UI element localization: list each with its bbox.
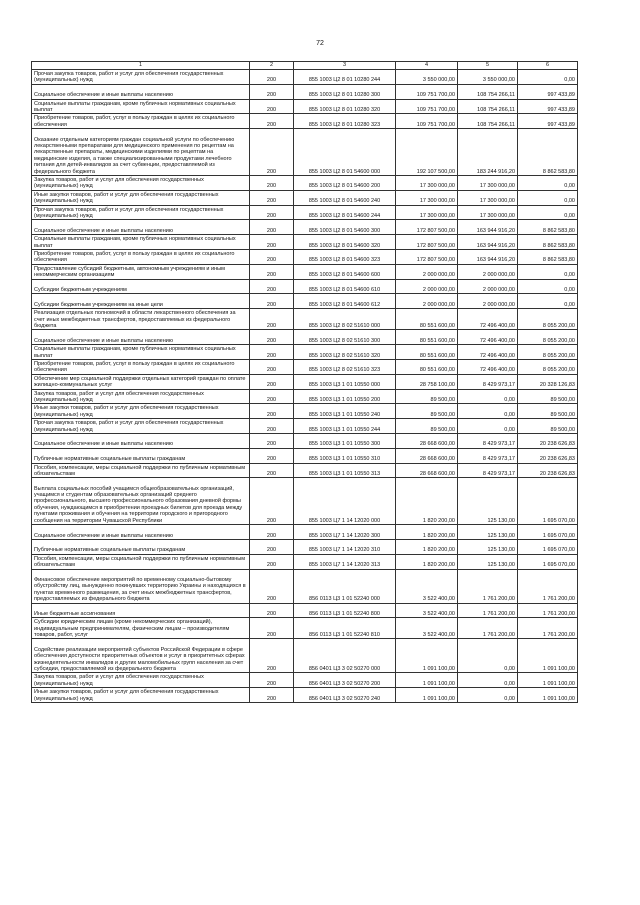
row-rest-cell: 1 091 100,00 bbox=[518, 673, 578, 688]
row-plan-cell: 172 807 500,00 bbox=[396, 235, 458, 250]
row-plan-cell: 28 668 600,00 bbox=[396, 463, 458, 478]
row-plan-cell: 3 522 400,00 bbox=[396, 618, 458, 639]
row-name-cell: Предоставление субсидий бюджетным, автономным учреждениям и иным некоммерческим организациям bbox=[32, 264, 250, 279]
row-rest-cell: 0,00 bbox=[518, 264, 578, 279]
row-rest-cell: 1 761 200,00 bbox=[518, 569, 578, 603]
table-row bbox=[32, 673, 578, 688]
row-name-cell: Закупка товаров, работ и услуг для обеспечения государственных (муниципальных) нужд bbox=[32, 389, 250, 404]
row-fact-cell: 17 300 000,00 bbox=[458, 190, 518, 205]
row-code-cell: 200 bbox=[250, 190, 294, 205]
row-code-cell: 200 bbox=[250, 404, 294, 419]
row-plan-cell: 1 091 100,00 bbox=[396, 673, 458, 688]
row-code-cell: 200 bbox=[250, 205, 294, 220]
row-kbk-cell: 855 1003 Ц3 1 01 10550 000 bbox=[294, 374, 396, 389]
row-fact-cell: 72 496 400,00 bbox=[458, 309, 518, 330]
table-row bbox=[32, 114, 578, 129]
row-fact-cell: 125 130,00 bbox=[458, 478, 518, 525]
row-name-cell: Оказание отдельным категориям граждан социальной услуги по обеспечению лекарственными препаратами для медицинского применения по рецептам на лекарственные препараты, медицинскими изделиями по рецептам на медицинские изделия, а также специализированными продуктами лечебного питания для детей-инвалидов за счет субвенции, предоставляемой из федерального бюджета bbox=[32, 129, 250, 176]
row-plan-cell: 80 551 600,00 bbox=[396, 359, 458, 374]
row-plan-cell: 89 500,00 bbox=[396, 389, 458, 404]
row-name-cell: Социальное обеспечение и иные выплаты населению bbox=[32, 220, 250, 235]
row-rest-cell: 8 862 583,80 bbox=[518, 249, 578, 264]
row-fact-cell: 0,00 bbox=[458, 639, 518, 673]
row-name-cell: Приобретение товаров, работ, услуг в пользу граждан в целях их социального обеспечения bbox=[32, 359, 250, 374]
row-kbk-cell: 855 1003 Ц2 8 01 54600 244 bbox=[294, 205, 396, 220]
row-rest-cell: 1 761 200,00 bbox=[518, 603, 578, 618]
row-code-cell: 200 bbox=[250, 345, 294, 360]
row-name-cell: Социальное обеспечение и иные выплаты населению bbox=[32, 84, 250, 99]
row-rest-cell: 20 238 626,83 bbox=[518, 463, 578, 478]
row-plan-cell: 89 500,00 bbox=[396, 404, 458, 419]
row-rest-cell: 0,00 bbox=[518, 205, 578, 220]
row-code-cell: 200 bbox=[250, 463, 294, 478]
row-kbk-cell: 855 1003 Ц2 8 01 10280 244 bbox=[294, 70, 396, 85]
table-row bbox=[32, 294, 578, 309]
row-fact-cell: 72 496 400,00 bbox=[458, 359, 518, 374]
row-kbk-cell: 855 1003 Ц3 1 01 10550 300 bbox=[294, 433, 396, 448]
table-row bbox=[32, 220, 578, 235]
table-row bbox=[32, 279, 578, 294]
table-row bbox=[32, 639, 578, 673]
row-name-cell: Пособия, компенсации, меры социальной поддержки по публичным нормативным обязательствам bbox=[32, 463, 250, 478]
row-plan-cell: 17 300 000,00 bbox=[396, 205, 458, 220]
row-kbk-cell: 855 1003 Ц7 1 14 12020 310 bbox=[294, 539, 396, 554]
row-code-cell: 200 bbox=[250, 639, 294, 673]
row-rest-cell: 997 433,89 bbox=[518, 84, 578, 99]
row-kbk-cell: 855 1003 Ц7 1 14 12020 000 bbox=[294, 478, 396, 525]
row-kbk-cell: 855 1003 Ц2 8 02 51610 323 bbox=[294, 359, 396, 374]
row-fact-cell: 125 130,00 bbox=[458, 539, 518, 554]
row-fact-cell: 125 130,00 bbox=[458, 554, 518, 569]
row-rest-cell: 8 862 583,80 bbox=[518, 220, 578, 235]
row-name-cell: Иные закупки товаров, работ и услуг для обеспечения государственных (муниципальных) нужд bbox=[32, 404, 250, 419]
row-fact-cell: 2 000 000,00 bbox=[458, 279, 518, 294]
row-plan-cell: 192 107 500,00 bbox=[396, 129, 458, 176]
row-name-cell: Приобретение товаров, работ, услуг в пользу граждан в целях их социального обеспечения bbox=[32, 114, 250, 129]
row-name-cell: Обеспечение мер социальной поддержки отдельных категорий граждан по оплате жилищно-коммунальных услуг bbox=[32, 374, 250, 389]
row-code-cell: 200 bbox=[250, 433, 294, 448]
row-fact-cell: 0,00 bbox=[458, 673, 518, 688]
row-plan-cell: 1 820 200,00 bbox=[396, 539, 458, 554]
row-kbk-cell: 856 0401 Ц3 3 02 50270 240 bbox=[294, 688, 396, 703]
row-code-cell: 200 bbox=[250, 554, 294, 569]
table-row bbox=[32, 235, 578, 250]
row-rest-cell: 997 433,89 bbox=[518, 99, 578, 114]
row-name-cell: Пособия, компенсации, меры социальной поддержки по публичным нормативным обязательствам bbox=[32, 554, 250, 569]
row-plan-cell: 2 000 000,00 bbox=[396, 294, 458, 309]
row-code-cell: 200 bbox=[250, 569, 294, 603]
row-fact-cell: 0,00 bbox=[458, 688, 518, 703]
row-code-cell: 200 bbox=[250, 129, 294, 176]
table-row bbox=[32, 539, 578, 554]
row-plan-cell: 89 500,00 bbox=[396, 419, 458, 434]
row-rest-cell: 8 055 200,00 bbox=[518, 330, 578, 345]
table-row bbox=[32, 618, 578, 639]
row-plan-cell: 80 551 600,00 bbox=[396, 309, 458, 330]
row-rest-cell: 0,00 bbox=[518, 279, 578, 294]
row-rest-cell: 1 695 070,00 bbox=[518, 539, 578, 554]
row-rest-cell: 8 862 583,80 bbox=[518, 235, 578, 250]
row-name-cell: Публичные нормативные социальные выплаты гражданам bbox=[32, 448, 250, 463]
row-name-cell: Социальное обеспечение и иные выплаты населению bbox=[32, 330, 250, 345]
row-code-cell: 200 bbox=[250, 539, 294, 554]
row-kbk-cell: 855 1003 Ц2 8 01 54600 300 bbox=[294, 220, 396, 235]
row-kbk-cell: 855 1003 Ц3 1 01 10550 310 bbox=[294, 448, 396, 463]
table-row bbox=[32, 99, 578, 114]
table-row bbox=[32, 603, 578, 618]
row-fact-cell: 108 754 266,11 bbox=[458, 99, 518, 114]
row-rest-cell: 0,00 bbox=[518, 294, 578, 309]
row-rest-cell: 1 695 070,00 bbox=[518, 525, 578, 540]
row-kbk-cell: 855 1003 Ц2 8 01 54600 200 bbox=[294, 175, 396, 190]
row-rest-cell: 1 761 200,00 bbox=[518, 618, 578, 639]
row-rest-cell: 997 433,89 bbox=[518, 114, 578, 129]
row-plan-cell: 28 758 100,00 bbox=[396, 374, 458, 389]
row-code-cell: 200 bbox=[250, 114, 294, 129]
row-plan-cell: 17 300 000,00 bbox=[396, 175, 458, 190]
row-code-cell: 200 bbox=[250, 478, 294, 525]
row-name-cell: Публичные нормативные социальные выплаты гражданам bbox=[32, 539, 250, 554]
row-name-cell: Субсидии бюджетным учреждениям bbox=[32, 279, 250, 294]
table-body bbox=[32, 70, 578, 703]
row-fact-cell: 163 944 916,20 bbox=[458, 220, 518, 235]
row-fact-cell: 0,00 bbox=[458, 389, 518, 404]
row-code-cell: 200 bbox=[250, 448, 294, 463]
row-code-cell: 200 bbox=[250, 220, 294, 235]
row-name-cell: Закупка товаров, работ и услуг для обеспечения государственных (муниципальных) нужд bbox=[32, 673, 250, 688]
row-kbk-cell: 855 1003 Ц7 1 14 12020 300 bbox=[294, 525, 396, 540]
row-kbk-cell: 855 1003 Ц2 8 01 10280 320 bbox=[294, 99, 396, 114]
row-rest-cell: 1 091 100,00 bbox=[518, 639, 578, 673]
row-fact-cell: 72 496 400,00 bbox=[458, 345, 518, 360]
table-row bbox=[32, 70, 578, 85]
table-row bbox=[32, 330, 578, 345]
row-plan-cell: 2 000 000,00 bbox=[396, 264, 458, 279]
row-rest-cell: 20 328 126,83 bbox=[518, 374, 578, 389]
column-header: 3 bbox=[294, 62, 396, 70]
row-kbk-cell: 856 0401 Ц3 3 02 50270 000 bbox=[294, 639, 396, 673]
table-row bbox=[32, 433, 578, 448]
row-fact-cell: 2 000 000,00 bbox=[458, 264, 518, 279]
row-fact-cell: 72 496 400,00 bbox=[458, 330, 518, 345]
row-kbk-cell: 855 1003 Ц2 8 02 51610 300 bbox=[294, 330, 396, 345]
table-row bbox=[32, 389, 578, 404]
row-rest-cell: 20 238 626,83 bbox=[518, 433, 578, 448]
table-row bbox=[32, 688, 578, 703]
table-row bbox=[32, 175, 578, 190]
table-row bbox=[32, 129, 578, 176]
row-rest-cell: 8 055 200,00 bbox=[518, 345, 578, 360]
row-plan-cell: 1 091 100,00 bbox=[396, 688, 458, 703]
row-code-cell: 200 bbox=[250, 264, 294, 279]
row-kbk-cell: 855 1003 Ц2 8 02 51610 000 bbox=[294, 309, 396, 330]
column-header: 5 bbox=[458, 62, 518, 70]
row-fact-cell: 183 244 916,20 bbox=[458, 129, 518, 176]
table-row bbox=[32, 404, 578, 419]
row-code-cell: 200 bbox=[250, 235, 294, 250]
row-plan-cell: 172 807 500,00 bbox=[396, 220, 458, 235]
row-plan-cell: 2 000 000,00 bbox=[396, 279, 458, 294]
row-name-cell: Закупка товаров, работ и услуг для обеспечения государственных (муниципальных) нужд bbox=[32, 175, 250, 190]
row-fact-cell: 17 300 000,00 bbox=[458, 205, 518, 220]
column-header: 6 bbox=[518, 62, 578, 70]
table-row bbox=[32, 448, 578, 463]
row-plan-cell: 28 668 600,00 bbox=[396, 448, 458, 463]
row-code-cell: 200 bbox=[250, 309, 294, 330]
row-rest-cell: 8 055 200,00 bbox=[518, 309, 578, 330]
page-number: 72 bbox=[316, 40, 324, 47]
row-rest-cell: 0,00 bbox=[518, 190, 578, 205]
row-code-cell: 200 bbox=[250, 419, 294, 434]
table-row bbox=[32, 478, 578, 525]
row-rest-cell: 1 695 070,00 bbox=[518, 554, 578, 569]
row-code-cell: 200 bbox=[250, 279, 294, 294]
row-fact-cell: 2 000 000,00 bbox=[458, 294, 518, 309]
row-kbk-cell: 855 1003 Ц2 8 01 54600 000 bbox=[294, 129, 396, 176]
table-row bbox=[32, 554, 578, 569]
row-name-cell: Иные закупки товаров, работ и услуг для обеспечения государственных (муниципальных) нужд bbox=[32, 190, 250, 205]
row-rest-cell: 89 500,00 bbox=[518, 389, 578, 404]
row-name-cell: Финансовое обеспечение мероприятий по временному социально-бытовому обустройству лиц, вынужденно покинувших территорию Украины и находящихся в пунктах временного размещения, за счет иных межбюджетных трансфертов, предоставляемых из федерального бюджета bbox=[32, 569, 250, 603]
row-plan-cell: 80 551 600,00 bbox=[396, 345, 458, 360]
column-header: 4 bbox=[396, 62, 458, 70]
row-rest-cell: 8 055 200,00 bbox=[518, 359, 578, 374]
row-kbk-cell: 855 1003 Ц2 8 01 54600 600 bbox=[294, 264, 396, 279]
row-plan-cell: 1 820 200,00 bbox=[396, 554, 458, 569]
table-row bbox=[32, 359, 578, 374]
row-rest-cell: 1 695 070,00 bbox=[518, 478, 578, 525]
table-row bbox=[32, 205, 578, 220]
row-code-cell: 200 bbox=[250, 70, 294, 85]
row-name-cell: Социальные выплаты гражданам, кроме публичных нормативных социальных выплат bbox=[32, 345, 250, 360]
row-name-cell: Иные бюджетные ассигнования bbox=[32, 603, 250, 618]
row-kbk-cell: 856 0113 Ц3 1 01 52240 000 bbox=[294, 569, 396, 603]
row-kbk-cell: 855 1003 Ц2 8 02 51610 320 bbox=[294, 345, 396, 360]
row-name-cell: Прочая закупка товаров, работ и услуг для обеспечения государственных (муниципальных) нужд bbox=[32, 419, 250, 434]
table-row bbox=[32, 569, 578, 603]
row-fact-cell: 125 130,00 bbox=[458, 525, 518, 540]
row-plan-cell: 109 751 700,00 bbox=[396, 84, 458, 99]
row-plan-cell: 3 522 400,00 bbox=[396, 569, 458, 603]
row-fact-cell: 163 944 916,20 bbox=[458, 235, 518, 250]
row-kbk-cell: 855 1003 Ц3 1 01 10550 244 bbox=[294, 419, 396, 434]
row-fact-cell: 163 944 916,20 bbox=[458, 249, 518, 264]
table-row bbox=[32, 463, 578, 478]
row-fact-cell: 8 429 973,17 bbox=[458, 463, 518, 478]
row-rest-cell: 89 500,00 bbox=[518, 419, 578, 434]
row-name-cell: Приобретение товаров, работ, услуг в пользу граждан в целях их социального обеспечения bbox=[32, 249, 250, 264]
row-fact-cell: 0,00 bbox=[458, 419, 518, 434]
row-fact-cell: 1 761 200,00 bbox=[458, 603, 518, 618]
row-fact-cell: 108 754 266,11 bbox=[458, 84, 518, 99]
row-code-cell: 200 bbox=[250, 84, 294, 99]
row-kbk-cell: 856 0113 Ц3 1 01 52240 810 bbox=[294, 618, 396, 639]
row-fact-cell: 108 754 266,11 bbox=[458, 114, 518, 129]
table-row bbox=[32, 525, 578, 540]
row-kbk-cell: 855 1003 Ц2 8 01 54600 240 bbox=[294, 190, 396, 205]
row-fact-cell: 8 429 973,17 bbox=[458, 433, 518, 448]
column-header: 1 bbox=[32, 62, 250, 70]
row-code-cell: 200 bbox=[250, 294, 294, 309]
row-plan-cell: 172 807 500,00 bbox=[396, 249, 458, 264]
row-code-cell: 200 bbox=[250, 175, 294, 190]
row-code-cell: 200 bbox=[250, 359, 294, 374]
row-kbk-cell: 855 1003 Ц2 8 01 54600 610 bbox=[294, 279, 396, 294]
budget-execution-table bbox=[31, 61, 578, 703]
row-kbk-cell: 855 1003 Ц2 8 01 10280 300 bbox=[294, 84, 396, 99]
row-name-cell: Социальное обеспечение и иные выплаты населению bbox=[32, 433, 250, 448]
table-row bbox=[32, 419, 578, 434]
row-fact-cell: 8 429 973,17 bbox=[458, 448, 518, 463]
row-plan-cell: 80 551 600,00 bbox=[396, 330, 458, 345]
row-name-cell: Прочая закупка товаров, работ и услуг для обеспечения государственных (муниципальных) нужд bbox=[32, 70, 250, 85]
row-kbk-cell: 856 0401 Ц3 3 02 50270 200 bbox=[294, 673, 396, 688]
row-code-cell: 200 bbox=[250, 389, 294, 404]
row-code-cell: 200 bbox=[250, 603, 294, 618]
column-number-header-row bbox=[32, 62, 578, 70]
row-fact-cell: 3 550 000,00 bbox=[458, 70, 518, 85]
row-name-cell: Иные закупки товаров, работ и услуг для обеспечения государственных (муниципальных) нужд bbox=[32, 688, 250, 703]
row-plan-cell: 3 550 000,00 bbox=[396, 70, 458, 85]
row-plan-cell: 1 091 100,00 bbox=[396, 639, 458, 673]
row-plan-cell: 109 751 700,00 bbox=[396, 99, 458, 114]
table-row bbox=[32, 345, 578, 360]
row-name-cell: Социальные выплаты гражданам, кроме публичных нормативных социальных выплат bbox=[32, 235, 250, 250]
table-row bbox=[32, 309, 578, 330]
row-name-cell: Субсидии юридическим лицам (кроме некоммерческих организаций), индивидуальным предпринимателям, физическим лицам – производителям товаров, работ, услуг bbox=[32, 618, 250, 639]
row-kbk-cell: 856 0113 Ц3 1 01 52240 800 bbox=[294, 603, 396, 618]
row-rest-cell: 89 500,00 bbox=[518, 404, 578, 419]
table-row bbox=[32, 264, 578, 279]
column-header: 2 bbox=[250, 62, 294, 70]
row-kbk-cell: 855 1003 Ц3 1 01 10550 313 bbox=[294, 463, 396, 478]
row-plan-cell: 1 820 200,00 bbox=[396, 478, 458, 525]
row-plan-cell: 3 522 400,00 bbox=[396, 603, 458, 618]
row-fact-cell: 1 761 200,00 bbox=[458, 569, 518, 603]
row-fact-cell: 0,00 bbox=[458, 404, 518, 419]
row-rest-cell: 1 091 100,00 bbox=[518, 688, 578, 703]
row-kbk-cell: 855 1003 Ц7 1 14 12020 313 bbox=[294, 554, 396, 569]
row-kbk-cell: 855 1003 Ц3 1 01 10550 200 bbox=[294, 389, 396, 404]
row-plan-cell: 109 751 700,00 bbox=[396, 114, 458, 129]
row-code-cell: 200 bbox=[250, 688, 294, 703]
row-code-cell: 200 bbox=[250, 525, 294, 540]
row-kbk-cell: 855 1003 Ц2 8 01 54600 612 bbox=[294, 294, 396, 309]
row-kbk-cell: 855 1003 Ц3 1 01 10550 240 bbox=[294, 404, 396, 419]
row-code-cell: 200 bbox=[250, 618, 294, 639]
table-row bbox=[32, 374, 578, 389]
table-row bbox=[32, 84, 578, 99]
row-rest-cell: 0,00 bbox=[518, 175, 578, 190]
row-fact-cell: 17 300 000,00 bbox=[458, 175, 518, 190]
table-row bbox=[32, 190, 578, 205]
row-name-cell: Прочая закупка товаров, работ и услуг для обеспечения государственных (муниципальных) нужд bbox=[32, 205, 250, 220]
row-plan-cell: 1 820 200,00 bbox=[396, 525, 458, 540]
table-row bbox=[32, 249, 578, 264]
row-name-cell: Социальное обеспечение и иные выплаты населению bbox=[32, 525, 250, 540]
row-rest-cell: 20 238 626,83 bbox=[518, 448, 578, 463]
row-code-cell: 200 bbox=[250, 99, 294, 114]
row-fact-cell: 8 429 973,17 bbox=[458, 374, 518, 389]
row-name-cell: Реализация отдельных полномочий в области лекарственного обеспечения за счет иных межбюджетных трансфертов, предоставляемых из федерального бюджета bbox=[32, 309, 250, 330]
row-fact-cell: 1 761 200,00 bbox=[458, 618, 518, 639]
row-name-cell: Выплата социальных пособий учащимся общеобразовательных организаций, учащимся и студентам образовательных организаций среднего профессионального, высшего профессионального образования дневной формы обучения, нуждающимся в приобретении проездных билетов для проезда между пунктами проживания и обучения на территории городского и пригородного сообщения на территории Чувашской Республики bbox=[32, 478, 250, 525]
row-name-cell: Субсидии бюджетным учреждениям на иные цели bbox=[32, 294, 250, 309]
row-plan-cell: 17 300 000,00 bbox=[396, 190, 458, 205]
row-plan-cell: 28 668 600,00 bbox=[396, 433, 458, 448]
row-rest-cell: 0,00 bbox=[518, 70, 578, 85]
row-code-cell: 200 bbox=[250, 330, 294, 345]
row-code-cell: 200 bbox=[250, 673, 294, 688]
row-rest-cell: 8 862 583,80 bbox=[518, 129, 578, 176]
row-name-cell: Социальные выплаты гражданам, кроме публичных нормативных социальных выплат bbox=[32, 99, 250, 114]
row-kbk-cell: 855 1003 Ц2 8 01 54600 320 bbox=[294, 235, 396, 250]
row-kbk-cell: 855 1003 Ц2 8 01 10280 323 bbox=[294, 114, 396, 129]
row-code-cell: 200 bbox=[250, 374, 294, 389]
row-name-cell: Содействие реализации мероприятий субъектов Российской Федерации в сфере обеспечения доступности приоритетных объектов и услуг в приоритетных сферах жизнедеятельности инвалидов и других маломобильных групп населения за счет субсидии, предоставляемой из федерального бюджета bbox=[32, 639, 250, 673]
row-kbk-cell: 855 1003 Ц2 8 01 54600 323 bbox=[294, 249, 396, 264]
row-code-cell: 200 bbox=[250, 249, 294, 264]
